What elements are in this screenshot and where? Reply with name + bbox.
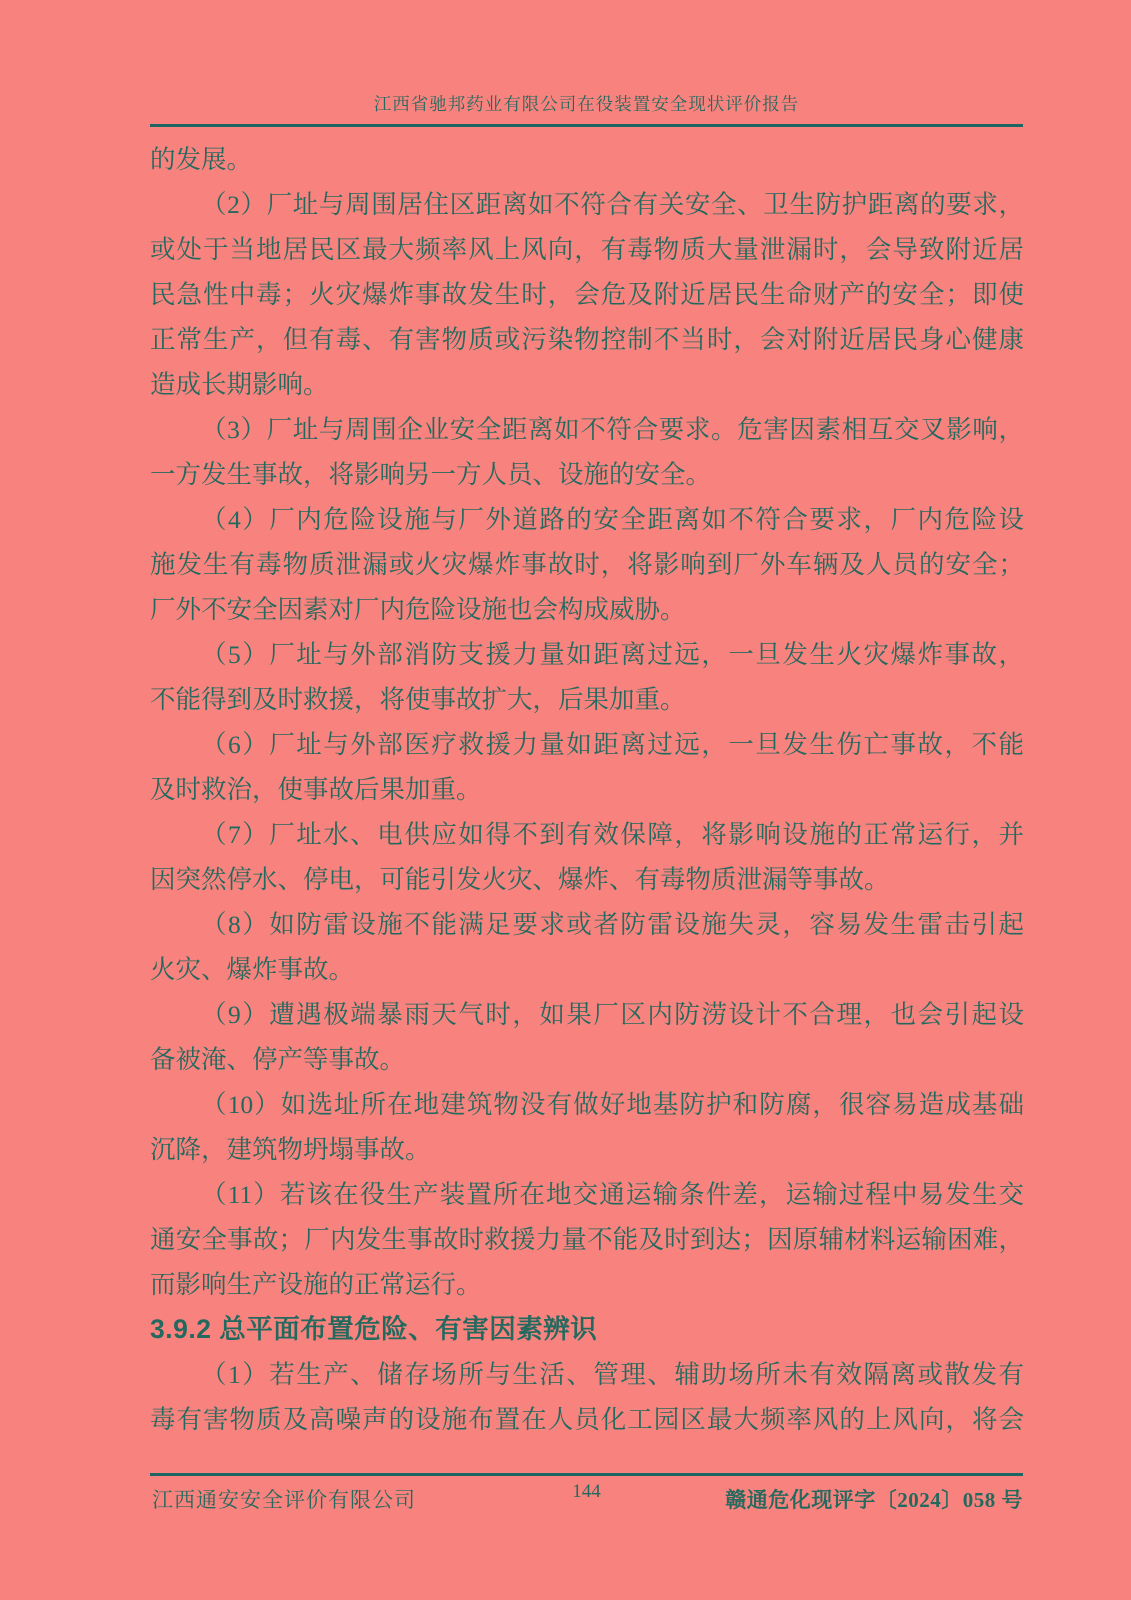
text-line: 厂外不安全因素对厂内危险设施也会构成威胁。: [150, 595, 686, 624]
text-line: （6）厂址与外部医疗救援力量如距离过远，一旦发生伤亡事故，不能: [201, 730, 1024, 759]
text-line: 不能得到及时救援，将使事故扩大，后果加重。: [150, 685, 686, 714]
text-line: 的发展。: [150, 145, 253, 174]
text-line: （7）厂址水、电供应如得不到有效保障，将影响设施的正常运行，并: [201, 820, 1024, 849]
text-line: 正常生产，但有毒、有害物质或污染物控制不当时，会对附近居民身心健康: [150, 325, 1024, 354]
text-line: 而影响生产设施的正常运行。: [150, 1270, 482, 1299]
text-line: （3）厂址与周围企业安全距离如不符合要求。危害因素相互交叉影响，: [201, 415, 1024, 444]
text-line: 备被淹、停产等事故。: [150, 1045, 406, 1074]
text-line: （1）若生产、储存场所与生活、管理、辅助场所未有效隔离或散发有: [201, 1360, 1024, 1389]
body-text: [150, 137, 1024, 1442]
footer-rule: [150, 1473, 1023, 1476]
text-line: （4）厂内危险设施与厂外道路的安全距离如不符合要求，厂内危险设: [201, 505, 1024, 534]
text-line: 及时救治，使事故后果加重。: [150, 775, 482, 804]
text-line: 因突然停水、停电，可能引发火灾、爆炸、有毒物质泄漏等事故。: [150, 865, 890, 894]
text-line: 民急性中毒；火灾爆炸事故发生时，会危及附近居民生命财产的安全；即使: [150, 280, 1024, 309]
text-line: 或处于当地居民区最大频率风上风向，有毒物质大量泄漏时，会导致附近居: [150, 235, 1024, 264]
text-line: 施发生有毒物质泄漏或火灾爆炸事故时，将影响到厂外车辆及人员的安全；: [150, 550, 1024, 579]
text-line: （8）如防雷设施不能满足要求或者防雷设施失灵，容易发生雷击引起: [201, 910, 1024, 939]
text-line: 造成长期影响。: [150, 370, 329, 399]
text-line: 通安全事故；厂内发生事故时救援力量不能及时到达；因原辅材料运输困难，: [150, 1225, 1024, 1254]
text-line: （2）厂址与周围居住区距离如不符合有关安全、卫生防护距离的要求，: [201, 190, 1024, 219]
header-rule: [150, 124, 1023, 127]
header-title: 江西省驰邦药业有限公司在役装置安全现状评价报告: [373, 94, 800, 114]
text-line: （5）厂址与外部消防支援力量如距离过远，一旦发生火灾爆炸事故，: [201, 640, 1024, 669]
text-line: 一方发生事故，将影响另一方人员、设施的安全。: [150, 460, 712, 489]
text-line: 火灾、爆炸事故。: [150, 955, 355, 984]
text-line: （9）遭遇极端暴雨天气时，如果厂区内防涝设计不合理，也会引起设: [201, 1000, 1024, 1029]
section-heading: 3.9.2 总平面布置危险、有害因素辨识: [150, 1314, 598, 1344]
text-line: 毒有害物质及高噪声的设施布置在人员化工园区最大频率风的上风向，将会: [150, 1405, 1024, 1434]
footer: [150, 1480, 1023, 1510]
text-line: （11）若该在役生产装置所在地交通运输条件差，运输过程中易发生交: [201, 1180, 1024, 1209]
footer-doc-number: 赣通危化现评字〔2024〕058 号: [725, 1488, 1023, 1512]
footer-company: 江西通安安全评价有限公司: [152, 1488, 416, 1512]
footer-page-number: 144: [572, 1481, 601, 1502]
text-line: （10）如选址所在地建筑物没有做好地基防护和防腐，很容易造成基础: [201, 1090, 1024, 1119]
text-line: 沉降，建筑物坍塌事故。: [150, 1135, 431, 1164]
